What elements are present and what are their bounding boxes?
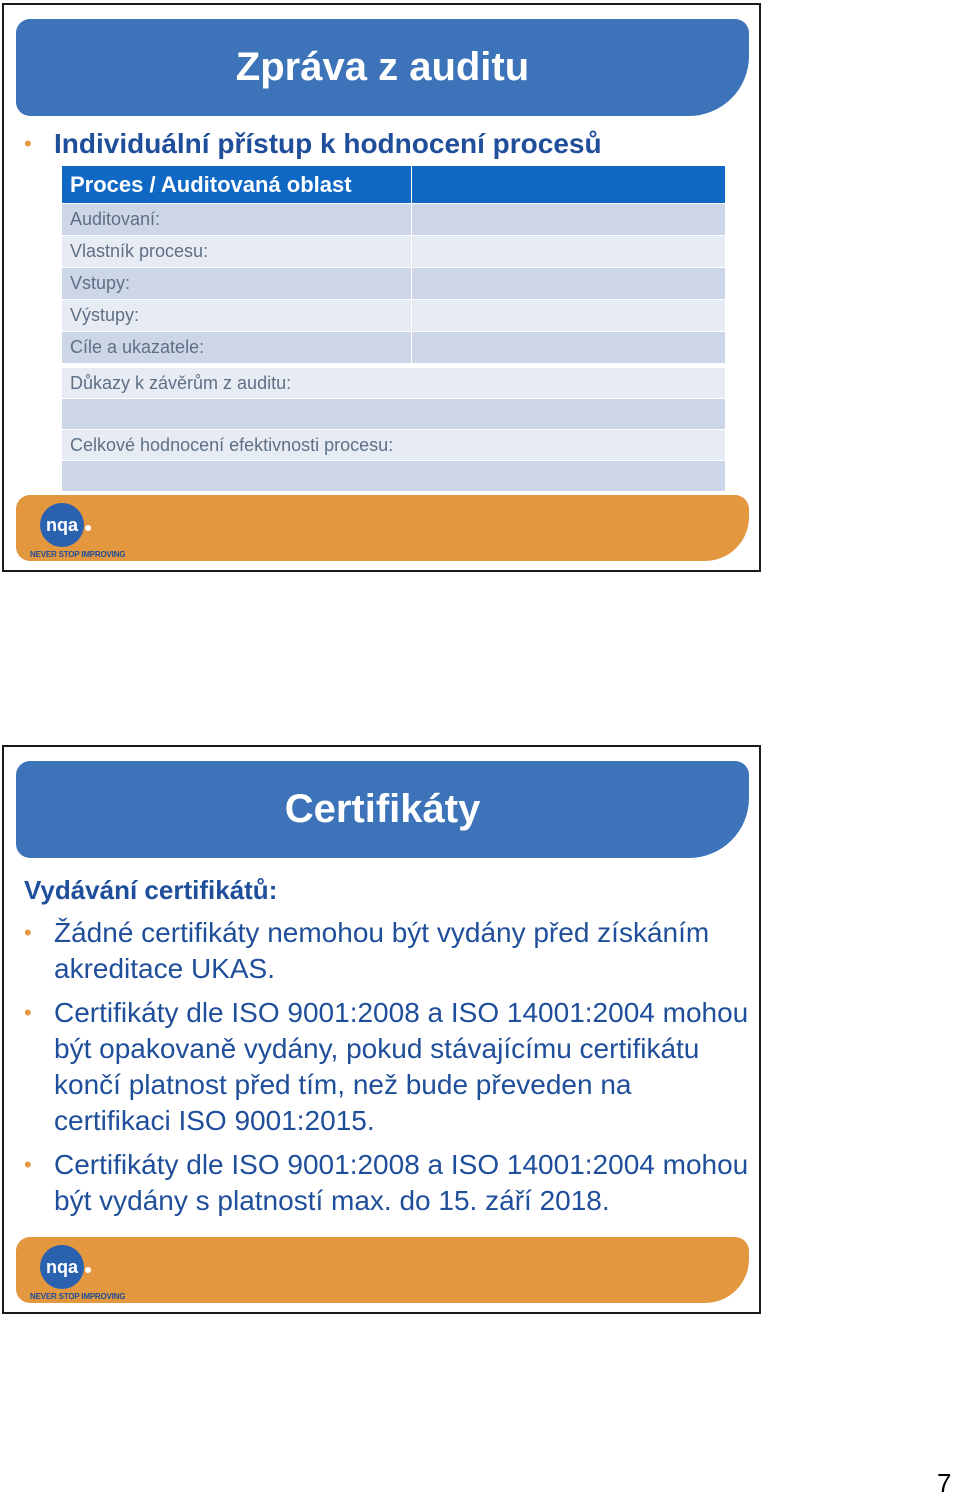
row-label: Auditovaní: bbox=[62, 204, 412, 236]
table-header-row bbox=[62, 166, 726, 204]
logo-mark: nqa bbox=[40, 1245, 84, 1289]
bullet-icon: • bbox=[24, 1152, 32, 1177]
table-row bbox=[62, 368, 726, 399]
bullet-text: Certifikáty dle ISO 9001:2008 a ISO 14001:2004 mohou být vydány s platností max. do 15. září 2018. bbox=[54, 1149, 749, 1216]
logo-tagline: NEVER STOP IMPROVING bbox=[30, 550, 126, 559]
title-banner bbox=[16, 19, 749, 116]
row-value bbox=[412, 300, 726, 332]
bullet-list bbox=[24, 915, 754, 1227]
slide-certificates bbox=[2, 745, 761, 1314]
summary-value bbox=[62, 461, 726, 492]
page-number: 7 bbox=[937, 1468, 952, 1498]
row-value bbox=[412, 332, 726, 364]
row-label: Důkazy k závěrům z auditu: bbox=[62, 368, 726, 399]
bullet-text: Certifikáty dle ISO 9001:2008 a ISO 14001:2004 mohou být opakovaně vydány, pokud stávajícímu certifikátu končí platnost před tím, než bude převeden na certifikaci ISO 9001:2015. bbox=[54, 997, 749, 1136]
table-row bbox=[62, 430, 726, 461]
table-row bbox=[62, 268, 726, 300]
table-header-cell-empty bbox=[412, 166, 726, 204]
logo-mark: nqa bbox=[40, 503, 84, 547]
bullet-icon: • bbox=[24, 1000, 32, 1025]
logo-tagline: NEVER STOP IMPROVING bbox=[30, 1292, 126, 1301]
row-value bbox=[412, 268, 726, 300]
list-item bbox=[24, 915, 754, 987]
table-row bbox=[62, 332, 726, 364]
subheading: Vydávání certifikátů: bbox=[24, 875, 278, 905]
row-value bbox=[412, 236, 726, 268]
nqa-logo bbox=[30, 503, 130, 561]
row-label: Vlastník procesu: bbox=[62, 236, 412, 268]
table-row bbox=[62, 461, 726, 492]
summary-label: Celkové hodnocení efektivnosti procesu: bbox=[62, 430, 726, 461]
row-value bbox=[62, 399, 726, 430]
bullet-text: Individuální přístup k hodnocení procesů bbox=[54, 128, 602, 159]
list-item bbox=[24, 1147, 754, 1219]
table-row bbox=[62, 399, 726, 430]
slide-title: Zpráva z auditu bbox=[235, 45, 530, 89]
bullet-icon: • bbox=[24, 920, 32, 945]
table-row bbox=[62, 204, 726, 236]
table-row bbox=[62, 236, 726, 268]
footer-bar bbox=[16, 1237, 749, 1303]
bullet-icon: • bbox=[24, 131, 32, 156]
bullet-item bbox=[24, 127, 602, 161]
table-row bbox=[62, 300, 726, 332]
table-header-cell: Proces / Auditovaná oblast bbox=[62, 166, 412, 204]
row-label: Vstupy: bbox=[62, 268, 412, 300]
row-label: Cíle a ukazatele: bbox=[62, 332, 412, 364]
footer-bar bbox=[16, 495, 749, 561]
row-label: Výstupy: bbox=[62, 300, 412, 332]
evidence-table bbox=[61, 367, 726, 492]
logo-dot-icon bbox=[85, 1267, 91, 1273]
row-value bbox=[412, 204, 726, 236]
title-banner bbox=[16, 761, 749, 858]
bullet-text: Žádné certifikáty nemohou být vydány před získáním akreditace UKAS. bbox=[54, 917, 710, 984]
list-item bbox=[24, 995, 754, 1139]
slide-audit-report bbox=[2, 3, 761, 572]
process-table bbox=[61, 165, 726, 364]
slide-title: Certifikáty bbox=[284, 787, 481, 831]
logo-dot-icon bbox=[85, 525, 91, 531]
nqa-logo bbox=[30, 1245, 130, 1303]
